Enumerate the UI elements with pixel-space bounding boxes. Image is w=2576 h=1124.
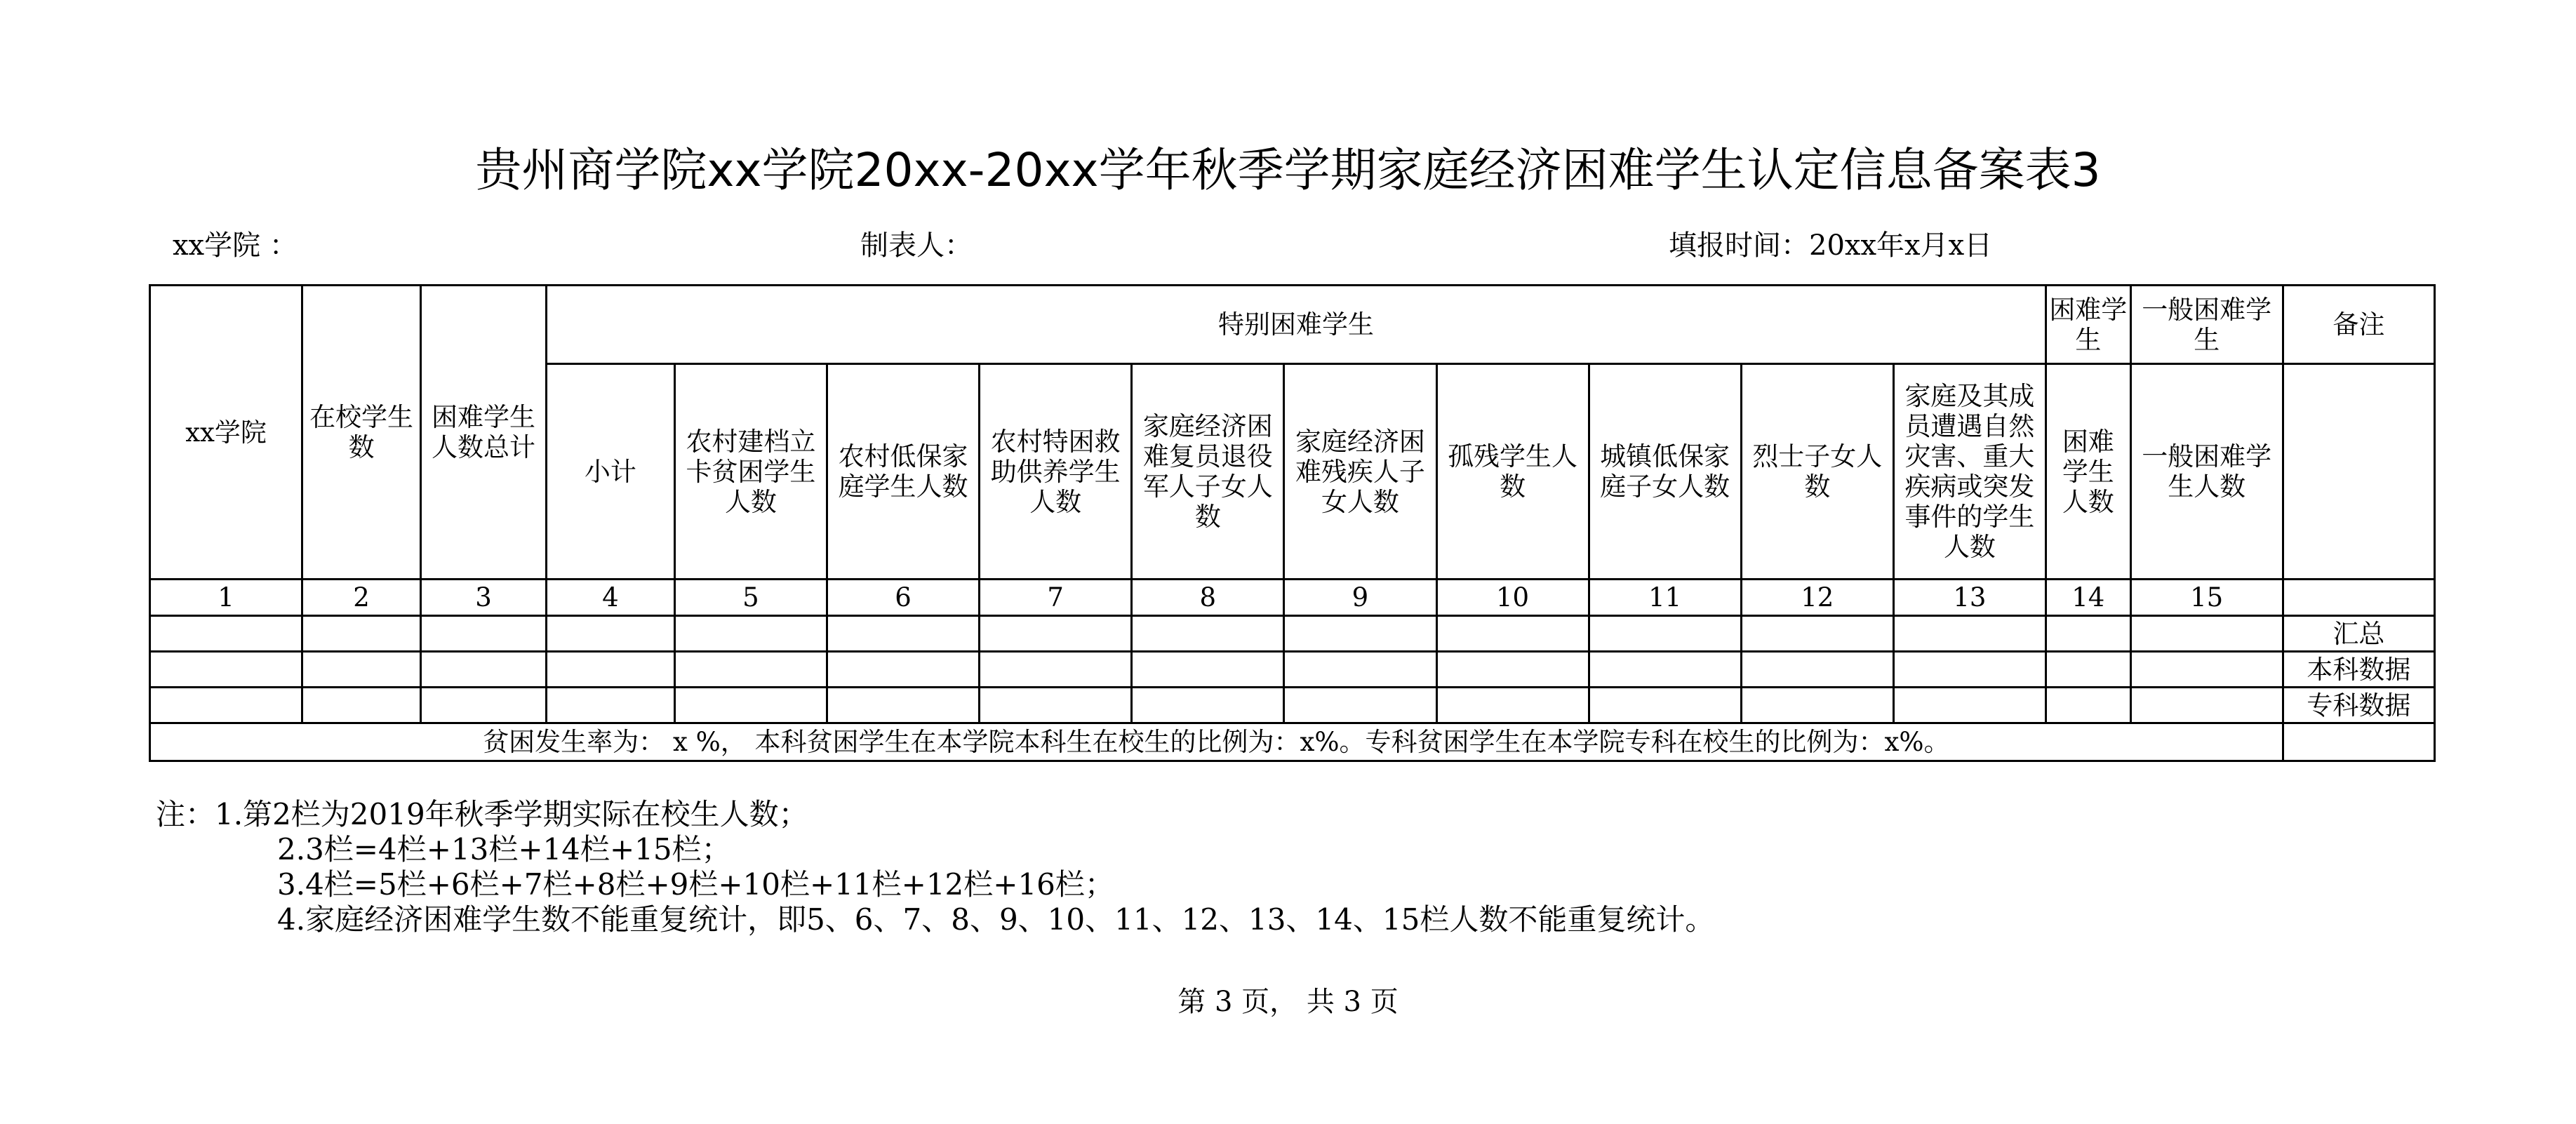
summary-row-undergrad bbox=[150, 652, 2435, 688]
column-number: 15 bbox=[2130, 580, 2283, 616]
table-cell[interactable] bbox=[546, 616, 674, 652]
column-number: 12 bbox=[1741, 580, 1893, 616]
table-cell[interactable] bbox=[150, 652, 302, 688]
column-number: 1 bbox=[150, 580, 302, 616]
header-college: xx学院 bbox=[150, 286, 302, 580]
column-number: 14 bbox=[2046, 580, 2131, 616]
table-cell[interactable] bbox=[980, 652, 1132, 688]
ratio-remark-blank bbox=[2283, 723, 2434, 761]
table-cell[interactable] bbox=[421, 616, 547, 652]
column-number-row bbox=[150, 580, 2435, 616]
table-cell[interactable] bbox=[1893, 652, 2046, 688]
column-number: 10 bbox=[1436, 580, 1589, 616]
header-general-group: 一般困难学生 bbox=[2130, 286, 2283, 364]
note-line-4: 4.家庭经济困难学生数不能重复统计，即5、6、7、8、9、10、11、12、13、14、15栏人数不能重复统计。 bbox=[277, 902, 1715, 937]
table-cell[interactable] bbox=[827, 616, 980, 652]
column-number-blank bbox=[2283, 580, 2434, 616]
header-veteran-children: 家庭经济困难复员退役军人子女人数 bbox=[1132, 364, 1284, 580]
summary-label-college: 专科数据 bbox=[2283, 688, 2434, 723]
poverty-ratio-text: 贫困发生率为： x %， 本科贫困学生在本学院本科生在校生的比例为：x%。专科贫困学生在本学院专科在校生的比例为：x%。 bbox=[150, 723, 2283, 761]
header-special-difficult: 特别困难学生 bbox=[546, 286, 2046, 364]
table-cell[interactable] bbox=[674, 688, 827, 723]
column-number: 2 bbox=[302, 580, 421, 616]
table-cell[interactable] bbox=[2046, 652, 2131, 688]
table-cell[interactable] bbox=[2130, 688, 2283, 723]
table-cell[interactable] bbox=[1741, 688, 1893, 723]
header-martyr-children: 烈士子女人数 bbox=[1741, 364, 1893, 580]
header-rural-lowincome: 农村低保家庭学生人数 bbox=[827, 364, 980, 580]
table-cell[interactable] bbox=[1893, 616, 2046, 652]
header-urban-lowincome: 城镇低保家庭子女人数 bbox=[1589, 364, 1741, 580]
column-number: 9 bbox=[1284, 580, 1436, 616]
table-cell[interactable] bbox=[302, 688, 421, 723]
college-label: xx学院 ： bbox=[173, 229, 298, 262]
table-cell[interactable] bbox=[421, 652, 547, 688]
table-cell[interactable] bbox=[2046, 688, 2131, 723]
table-cell[interactable] bbox=[1436, 652, 1589, 688]
summary-row-total bbox=[150, 616, 2435, 652]
header-rural-poverty: 农村建档立卡贫困学生人数 bbox=[674, 364, 827, 580]
header-enrolled: 在校学生数 bbox=[302, 286, 421, 580]
summary-row-college bbox=[150, 688, 2435, 723]
table-cell[interactable] bbox=[1589, 652, 1741, 688]
column-number: 6 bbox=[827, 580, 980, 616]
table-cell[interactable] bbox=[827, 652, 980, 688]
table-cell[interactable] bbox=[980, 688, 1132, 723]
table-cell[interactable] bbox=[302, 652, 421, 688]
column-number: 7 bbox=[980, 580, 1132, 616]
header-total-difficult: 困难学生人数总计 bbox=[421, 286, 547, 580]
table-cell[interactable] bbox=[827, 688, 980, 723]
table-cell[interactable] bbox=[1132, 616, 1284, 652]
header-disaster: 家庭及其成员遭遇自然灾害、重大疾病或突发事件的学生人数 bbox=[1893, 364, 2046, 580]
table-cell[interactable] bbox=[302, 616, 421, 652]
header-general-count: 一般困难学生人数 bbox=[2130, 364, 2283, 580]
column-number: 3 bbox=[421, 580, 547, 616]
table-cell[interactable] bbox=[674, 616, 827, 652]
table-cell[interactable] bbox=[1741, 652, 1893, 688]
header-remark: 备注 bbox=[2283, 286, 2434, 364]
header-row-1 bbox=[150, 286, 2435, 364]
column-number: 5 bbox=[674, 580, 827, 616]
preparer-label: 制表人： bbox=[860, 229, 973, 262]
table-cell[interactable] bbox=[980, 616, 1132, 652]
header-difficult-group: 困难学生 bbox=[2046, 286, 2131, 364]
header-disabled-children: 家庭经济困难残疾人子女人数 bbox=[1284, 364, 1436, 580]
table-cell[interactable] bbox=[2046, 616, 2131, 652]
page-footer: 第 3 页， 共 3 页 bbox=[1177, 986, 1399, 1018]
table-cell[interactable] bbox=[1132, 652, 1284, 688]
table-cell[interactable] bbox=[421, 688, 547, 723]
header-remark-blank bbox=[2283, 364, 2434, 580]
table-cell[interactable] bbox=[1436, 688, 1589, 723]
header-orphan-disabled: 孤残学生人数 bbox=[1436, 364, 1589, 580]
note-line-2: 2.3栏=4栏+13栏+14栏+15栏； bbox=[277, 832, 731, 867]
header-difficult-count: 困难学生人数 bbox=[2046, 364, 2131, 580]
table-cell[interactable] bbox=[150, 688, 302, 723]
table-cell[interactable] bbox=[546, 652, 674, 688]
table-cell[interactable] bbox=[1589, 688, 1741, 723]
table-cell[interactable] bbox=[1589, 616, 1741, 652]
table-cell[interactable] bbox=[1284, 616, 1436, 652]
table-cell[interactable] bbox=[1284, 688, 1436, 723]
table-cell[interactable] bbox=[1893, 688, 2046, 723]
record-table bbox=[149, 284, 2436, 762]
column-number: 4 bbox=[546, 580, 674, 616]
note-line-1: 注：1.第2栏为2019年秋季学期实际在校生人数； bbox=[156, 797, 808, 831]
column-number: 11 bbox=[1589, 580, 1741, 616]
column-number: 8 bbox=[1132, 580, 1284, 616]
column-number: 13 bbox=[1893, 580, 2046, 616]
summary-label-undergrad: 本科数据 bbox=[2283, 652, 2434, 688]
note-line-3: 3.4栏=5栏+6栏+7栏+8栏+9栏+10栏+11栏+12栏+16栏； bbox=[277, 867, 1114, 902]
document-title: 贵州商学院xx学院20xx-20xx学年秋季学期家庭经济困难学生认定信息备案表3 bbox=[475, 143, 2101, 197]
table-cell[interactable] bbox=[2130, 652, 2283, 688]
summary-label-total: 汇总 bbox=[2283, 616, 2434, 652]
table-cell[interactable] bbox=[1132, 688, 1284, 723]
table-cell[interactable] bbox=[674, 652, 827, 688]
table-cell[interactable] bbox=[150, 616, 302, 652]
table-cell[interactable] bbox=[1284, 652, 1436, 688]
header-subtotal: 小计 bbox=[546, 364, 674, 580]
table-cell[interactable] bbox=[2130, 616, 2283, 652]
ratio-row bbox=[150, 723, 2435, 761]
table-cell[interactable] bbox=[546, 688, 674, 723]
header-rural-special: 农村特困救助供养学生人数 bbox=[980, 364, 1132, 580]
table-cell[interactable] bbox=[1741, 616, 1893, 652]
fill-date-label: 填报时间：20xx年x月x日 bbox=[1669, 229, 1993, 262]
table-cell[interactable] bbox=[1436, 616, 1589, 652]
